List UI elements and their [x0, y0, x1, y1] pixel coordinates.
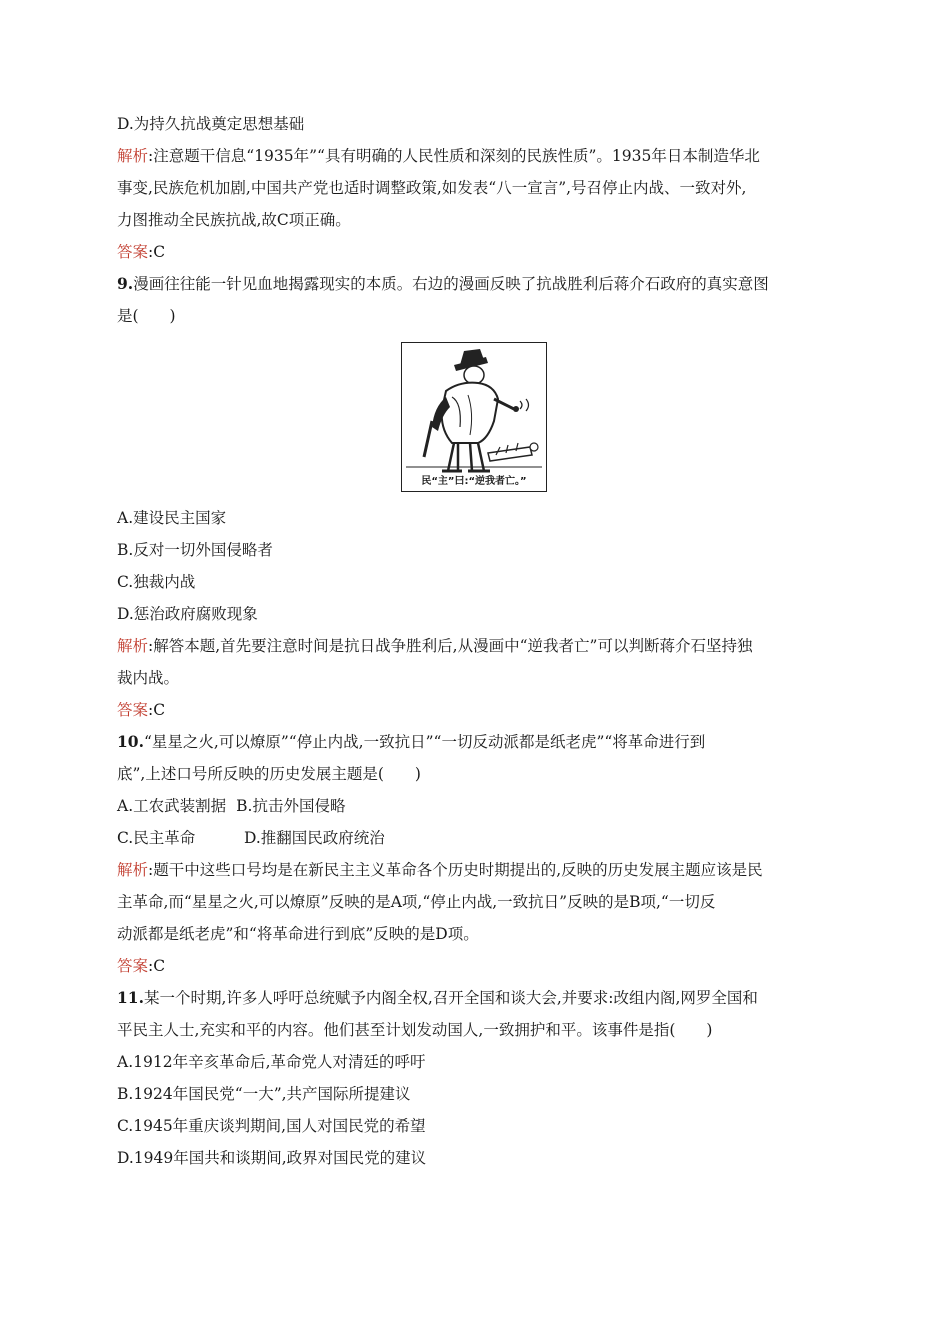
q10-option-a: A.工农武装割据 — [117, 797, 227, 815]
q9-option-b: B.反对一切外国侵略者 — [117, 541, 273, 559]
q8-analysis-line-1: 解析:注意题干信息“1935年”“具有明确的人民性质和深刻的民族性质”。1935年日本制造华北 — [117, 147, 760, 165]
q9-figure-caption: 民“主”曰:“逆我者亡。” — [421, 476, 527, 487]
q9-stem-line-1: 9.漫画往往能一针见血地揭露现实的本质。右边的漫画反映了抗战胜利后蒋介石政府的真实意图 — [117, 274, 769, 293]
q9-option-d: D.惩治政府腐败现象 — [117, 605, 258, 623]
q11-number: 11. — [117, 988, 144, 1007]
q10-number: 10. — [117, 732, 144, 751]
q8-analysis-line-3: 力图推动全民族抗战,故C项正确。 — [117, 211, 351, 229]
q10-option-b: B.抗击外国侵略 — [236, 797, 346, 815]
q11-option-b: B.1924年国民党“一大”,共产国际所提建议 — [117, 1085, 411, 1103]
q9-analysis-line-1: 解析:解答本题,首先要注意时间是抗日战争胜利后,从漫画中“逆我者亡”可以判断蒋介石坚持独 — [117, 637, 753, 655]
q10-analysis-line-1: 解析:题干中这些口号均是在新民主主义革命各个历史时期提出的,反映的历史发展主题应该是民 — [117, 861, 763, 879]
q11-stem-line-2: 平民主人士,充实和平的内容。他们甚至计划发动国人,一致拥护和平。该事件是指( ) — [117, 1021, 713, 1039]
q9-option-a: A.建设民主国家 — [117, 509, 227, 527]
q8-option-d: D.为持久抗战奠定思想基础 — [117, 115, 305, 133]
q11-option-a: A.1912年辛亥革命后,革命党人对清廷的呼吁 — [117, 1053, 426, 1071]
q10-options-row-1 — [117, 790, 837, 822]
q8-answer: 答案:C — [117, 243, 166, 261]
q10-analysis-line-3: 动派都是纸老虎”和“将革命进行到底”反映的是D项。 — [117, 925, 479, 943]
q9-analysis-label: 解析 — [117, 637, 149, 655]
q11-option-c: C.1945年重庆谈判期间,国人对国民党的希望 — [117, 1117, 426, 1135]
q10-answer-label: 答案 — [117, 957, 149, 975]
q11-stem-line-1: 11.某一个时期,许多人呼吁总统赋予内阁全权,召开全国和谈大会,并要求:改组内阁,网罗全国和 — [117, 988, 758, 1007]
q10-stem-line-2: 底”,上述口号所反映的历史发展主题是( ) — [117, 765, 421, 783]
q10-answer: 答案:C — [117, 957, 166, 975]
q10-option-d: D.推翻国民政府统治 — [244, 829, 385, 847]
q8-analysis-line-2: 事变,民族危机加剧,中国共产党也适时调整政策,如发表“八一宣言”,号召停止内战、一致对外, — [117, 179, 747, 197]
q9-option-c: C.独裁内战 — [117, 573, 196, 591]
document-page — [117, 108, 837, 1174]
q9-answer: 答案:C — [117, 701, 166, 719]
q10-analysis-line-2: 主革命,而“星星之火,可以燎原”反映的是A项,“停止内战,一致抗日”反映的是B项,“一切反 — [117, 893, 716, 911]
q9-stem-line-2: 是( ) — [117, 307, 176, 325]
q9-number: 9. — [117, 274, 134, 293]
q8-analysis-label: 解析 — [117, 147, 149, 165]
q11-option-d: D.1949年国共和谈期间,政界对国民党的建议 — [117, 1149, 427, 1167]
q9-answer-label: 答案 — [117, 701, 149, 719]
q9-analysis-line-2: 裁内战。 — [117, 669, 180, 687]
q10-stem-line-1: 10.“星星之火,可以燎原”“停止内战,一致抗日”“一切反动派都是纸老虎”“将革命进行到 — [117, 732, 706, 751]
q8-answer-label: 答案 — [117, 243, 149, 261]
q9-cartoon — [401, 342, 547, 492]
q10-options-row-2 — [117, 822, 837, 854]
q10-option-c: C.民主革命 — [117, 829, 196, 847]
q10-analysis-label: 解析 — [117, 861, 149, 879]
q9-figure-area — [117, 332, 837, 502]
cartoon-illustration — [402, 343, 545, 473]
